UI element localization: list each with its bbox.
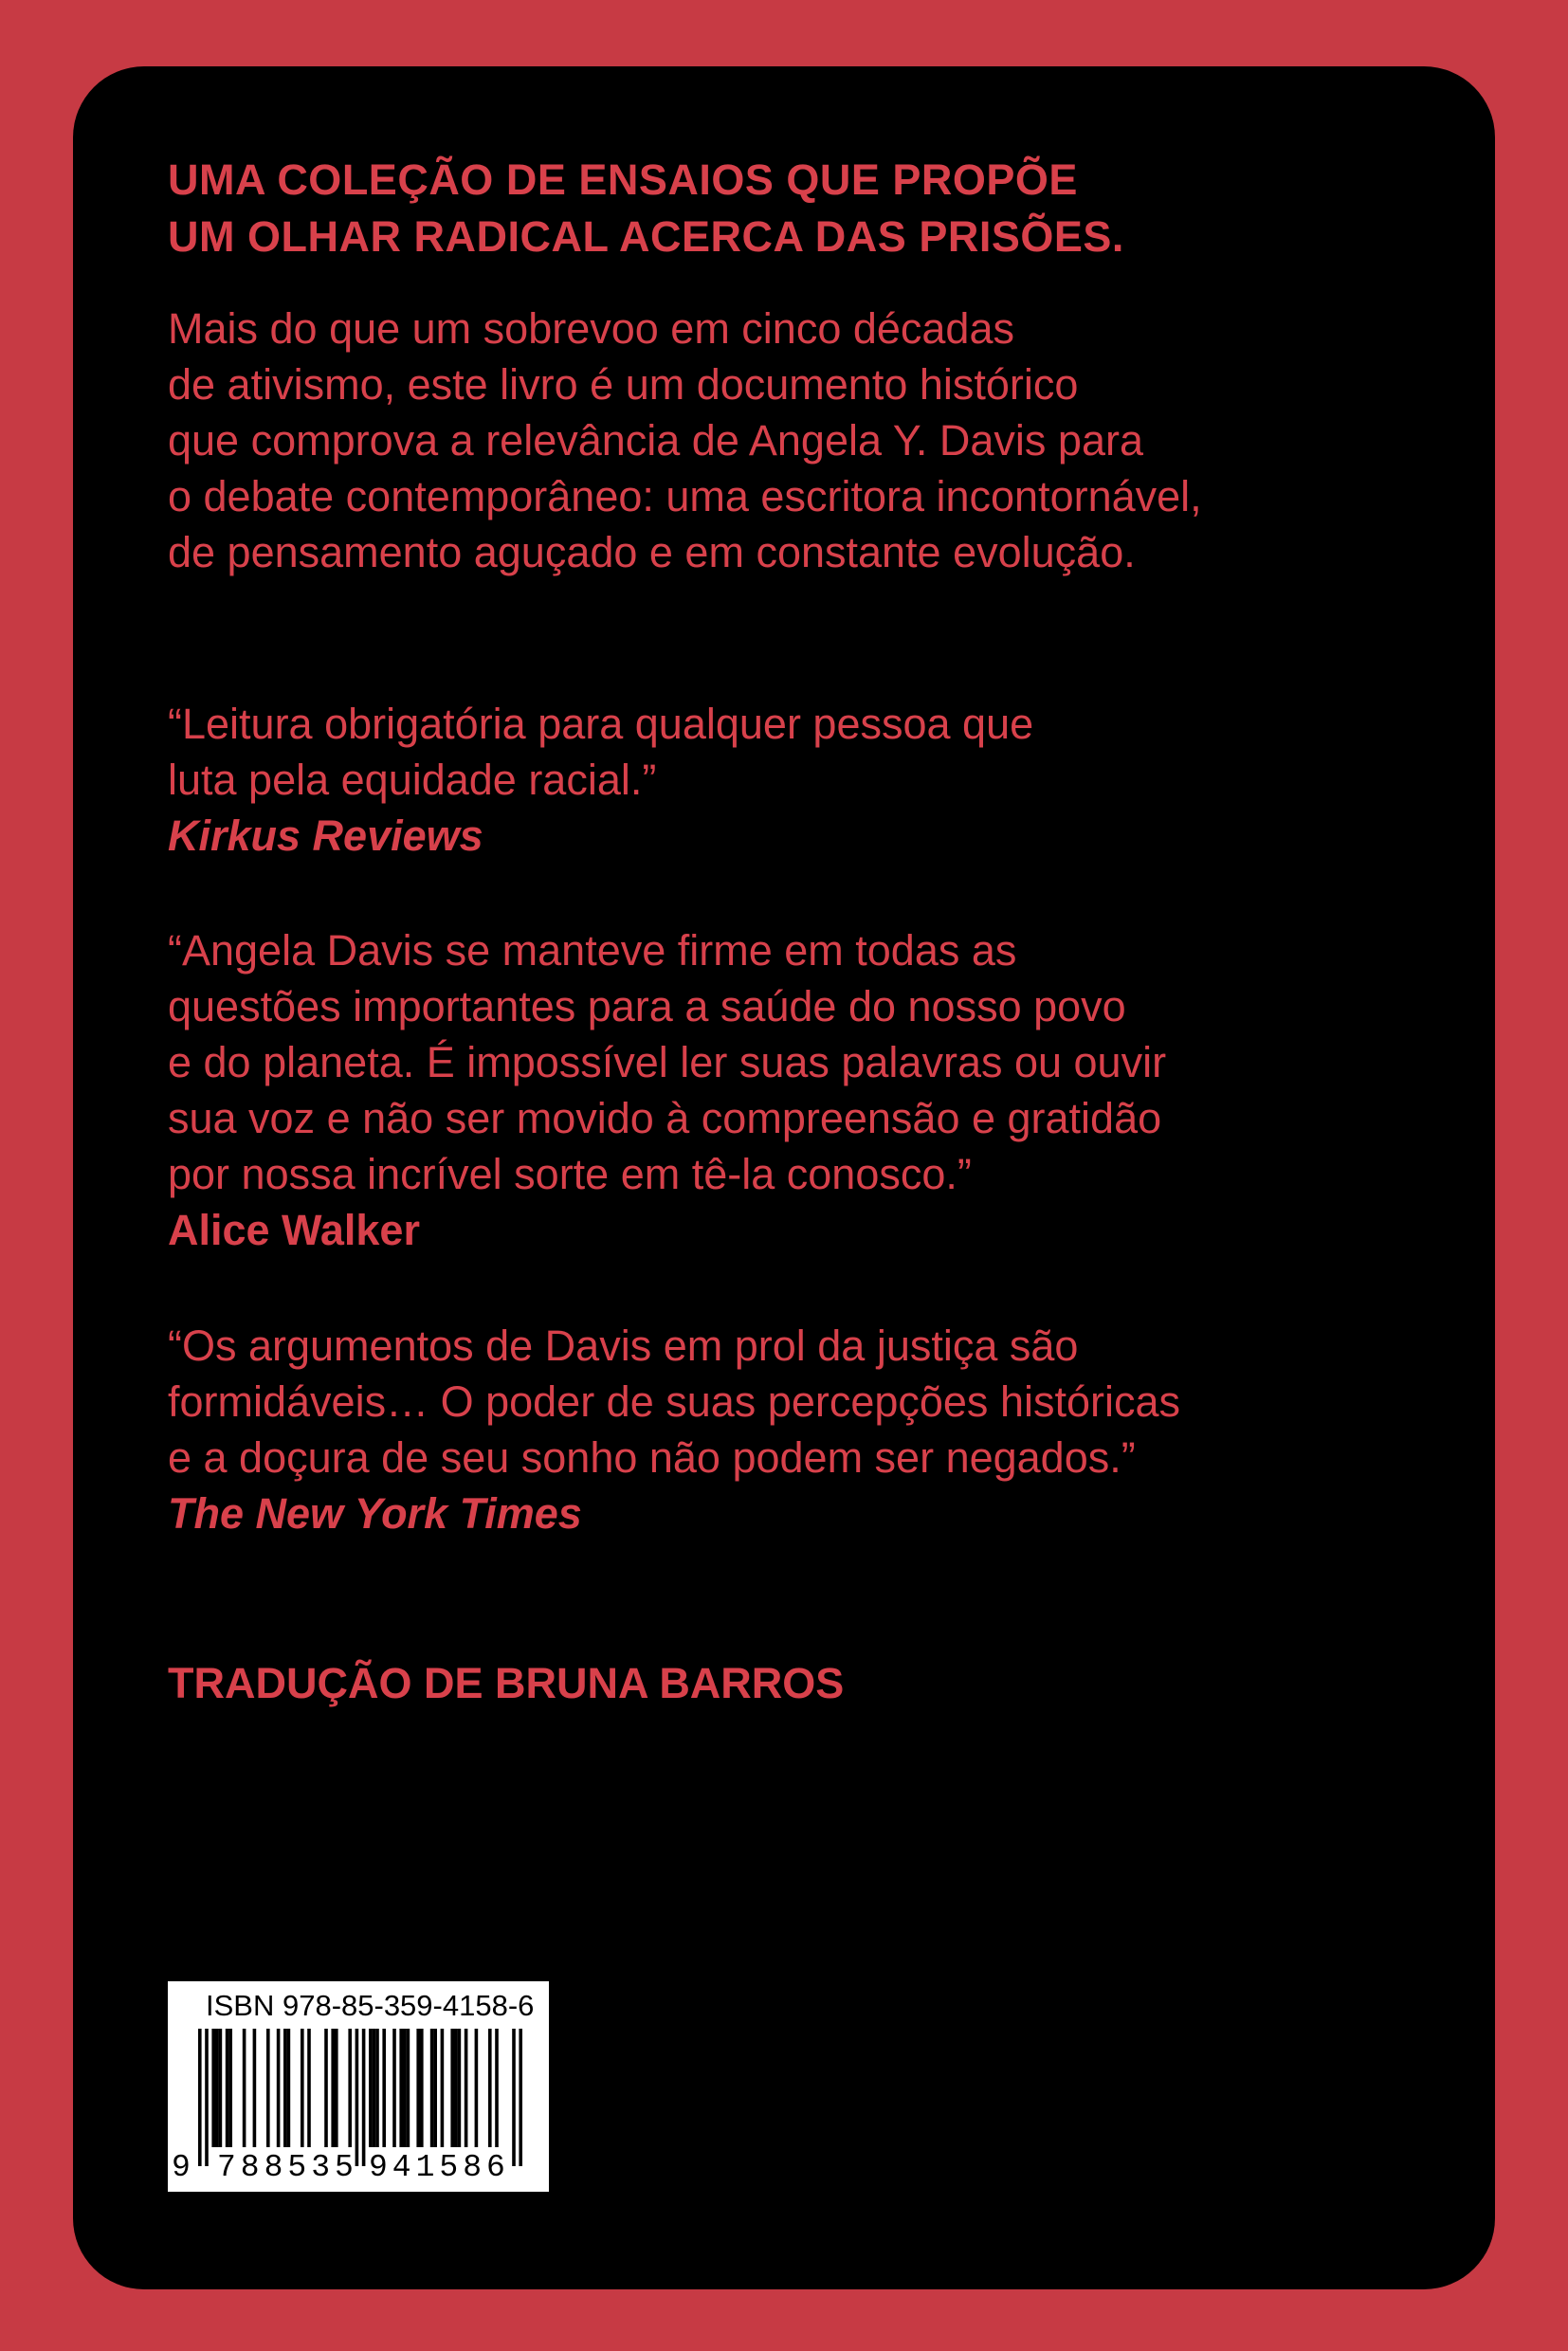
barcode-bar bbox=[205, 2029, 209, 2166]
quote-source: The New York Times bbox=[168, 1489, 582, 1538]
headline-line: UM OLHAR RADICAL ACERCA DAS PRISÕES. bbox=[168, 212, 1124, 261]
headline-line: UMA COLEÇÃO DE ENSAIOS QUE PROPÕE bbox=[168, 155, 1078, 204]
quote-line: por nossa incrível sorte em tê-la conosco.” bbox=[168, 1150, 972, 1198]
headline bbox=[168, 152, 1124, 265]
barcode-bar bbox=[403, 2029, 407, 2147]
barcode-bar bbox=[519, 2029, 522, 2166]
barcode-bar bbox=[420, 2029, 424, 2147]
barcode-bar bbox=[488, 2029, 492, 2147]
quote-line: e do planeta. É impossível ler suas palavras ou ouvir bbox=[168, 1038, 1167, 1086]
barcode-bar bbox=[512, 2029, 516, 2166]
barcode-right-digits: 941586 bbox=[369, 2150, 510, 2185]
barcode-bar bbox=[392, 2029, 396, 2147]
quote-line: formidáveis… O poder de suas percepções históricas bbox=[168, 1377, 1181, 1426]
barcode-bar bbox=[399, 2029, 403, 2147]
isbn-label: ISBN 978-85-359-4158-6 bbox=[206, 1989, 535, 2022]
barcode-bar bbox=[307, 2029, 311, 2147]
quote-kirkus bbox=[168, 696, 1033, 864]
barcode-bar bbox=[287, 2029, 291, 2147]
quote-line: “Os argumentos de Davis em prol da justiça são bbox=[168, 1321, 1079, 1370]
barcode-bar bbox=[283, 2029, 287, 2147]
barcode-bar bbox=[465, 2029, 468, 2147]
barcode-bar bbox=[253, 2029, 257, 2147]
description-line: o debate contemporâneo: uma escritora incontornável, bbox=[168, 472, 1202, 520]
quote-line: sua voz e não ser movido à compreensão e gratidão bbox=[168, 1094, 1162, 1142]
barcode-bar bbox=[198, 2029, 202, 2166]
quote-line: “Leitura obrigatória para qualquer pessoa que bbox=[168, 700, 1034, 748]
barcode-bar bbox=[362, 2029, 366, 2166]
translation-credit: TRADUÇÃO DE BRUNA BARROS bbox=[168, 1659, 845, 1707]
barcode-bar bbox=[369, 2029, 373, 2147]
quote-line: luta pela equidade racial.” bbox=[168, 756, 657, 804]
barcode-bar bbox=[324, 2029, 328, 2147]
quote-line: questões importantes para a saúde do nosso povo bbox=[168, 982, 1126, 1030]
barcode-bar bbox=[375, 2029, 379, 2147]
barcode-bar bbox=[243, 2029, 246, 2147]
barcode-bar bbox=[407, 2029, 410, 2147]
barcode-bar bbox=[228, 2029, 232, 2147]
barcode-bar bbox=[266, 2029, 270, 2147]
barcode-left-digits: 788535 bbox=[217, 2150, 358, 2185]
barcode-bar bbox=[475, 2029, 479, 2147]
barcode-bar bbox=[373, 2029, 376, 2147]
barcode-bar bbox=[433, 2029, 437, 2147]
isbn-barcode bbox=[168, 1981, 549, 2192]
barcode-bar bbox=[430, 2029, 434, 2147]
description-line: Mais do que um sobrevoo em cinco décadas bbox=[168, 304, 1014, 353]
barcode-bar bbox=[335, 2029, 338, 2147]
quote-source: Kirkus Reviews bbox=[168, 811, 483, 860]
barcode-bar bbox=[416, 2029, 420, 2147]
barcode-bar bbox=[211, 2029, 215, 2147]
barcode-bar bbox=[454, 2029, 458, 2147]
barcode-bar bbox=[458, 2029, 462, 2147]
barcode-bar bbox=[215, 2029, 219, 2147]
barcode-bar bbox=[495, 2029, 499, 2147]
quote-alice-walker bbox=[168, 922, 1166, 1258]
barcode-bar bbox=[301, 2029, 304, 2147]
barcode-bar bbox=[441, 2029, 445, 2147]
barcode-bar bbox=[226, 2029, 229, 2147]
barcode-bar bbox=[450, 2029, 454, 2147]
quote-source: Alice Walker bbox=[168, 1206, 420, 1254]
description-line: de pensamento aguçado e em constante evolução. bbox=[168, 528, 1136, 576]
barcode-bar bbox=[382, 2029, 386, 2147]
barcode-bar bbox=[331, 2029, 335, 2147]
barcode-bar bbox=[356, 2029, 359, 2166]
description bbox=[168, 301, 1202, 580]
description-line: de ativismo, este livro é um documento histórico bbox=[168, 360, 1079, 409]
barcode-bar bbox=[348, 2029, 352, 2147]
barcode-bar bbox=[219, 2029, 223, 2147]
barcode-lead-digit: 9 bbox=[172, 2150, 191, 2185]
barcode-bar bbox=[277, 2029, 281, 2147]
quote-line: e a doçura de seu sonho não podem ser negados.” bbox=[168, 1433, 1136, 1482]
description-line: que comprova a relevância de Angela Y. Davis para bbox=[168, 416, 1144, 465]
quote-nyt bbox=[168, 1318, 1180, 1541]
quote-line: “Angela Davis se manteve firme em todas as bbox=[168, 926, 1017, 975]
